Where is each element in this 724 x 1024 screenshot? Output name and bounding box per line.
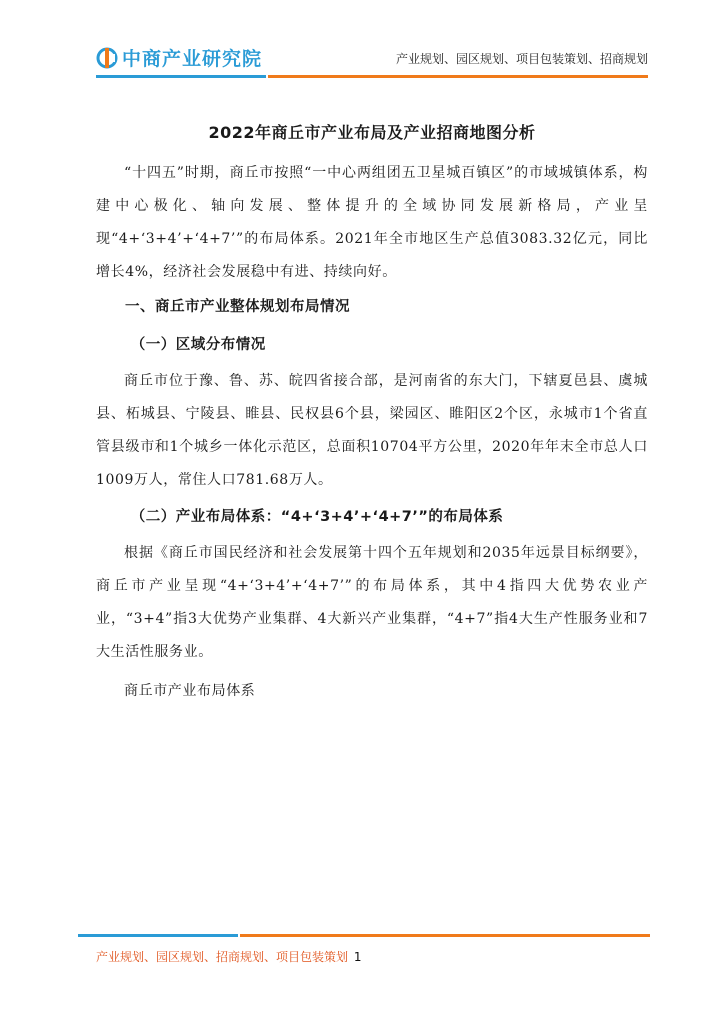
region-paragraph: 商丘市位于豫、鲁、苏、皖四省接合部，是河南省的东大门，下辖夏邑县、虞城县、柘城县、宁陵县、睢县、民权县6个县，梁园区、睢阳区2个区，永城市1个省直管县级市和1个城乡一体化示范区，总面积10704平方公里，2020年年末全市总人口1009万人，常住人口781.68万人。 xyxy=(96,373,648,488)
section-heading-1: 一、商丘市产业整体规划布局情况 xyxy=(125,299,350,315)
logo-text: 中商产业研究院 xyxy=(122,48,263,70)
subsection-heading-1: （一）区域分布情况 xyxy=(130,337,266,353)
page-header xyxy=(0,0,724,90)
header-divider-orange xyxy=(268,75,648,78)
footer-divider-orange xyxy=(240,934,650,937)
document-body xyxy=(96,120,648,708)
subsection-heading-2: （二）产业布局体系：“4+‘3+4’+‘4+7’”的布局体系 xyxy=(130,509,504,525)
industry-paragraph: 根据《商丘市国民经济和社会发展第十四个五年规划和2035年远景目标纲要》，商丘市产业呈现“4+‘3+4’+‘4+7’”的布局体系，其中4指四大优势农业产业，“3+4”指3大优势产业集群、4大新兴产业集群，“4+7”指4大生产性服务业和7大生活性服务业。 xyxy=(96,545,648,660)
intro-paragraph: “十四五”时期，商丘市按照“一中心两组团五卫星城百镇区”的市域城镇体系，构建中心极化、轴向发展、整体提升的全域协同发展新格局，产业呈现“4+‘3+4’+‘4+7’”的布局体系。2021年全市地区生产总值3083.32亿元，同比增长4%，经济社会发展稳中有进、持续向好。 xyxy=(96,165,648,280)
footer-divider-blue xyxy=(78,934,238,937)
page-footer xyxy=(96,948,361,965)
header-divider-blue xyxy=(96,75,266,78)
header-tagline: 产业规划、园区规划、项目包装策划、招商规划 xyxy=(395,52,648,66)
footer-tagline: 产业规划、园区规划、招商规划、项目包装策划 xyxy=(96,950,349,964)
logo-mark-icon xyxy=(96,47,118,69)
page-number: 1 xyxy=(353,950,362,964)
document-title: 2022年商丘市产业布局及产业招商地图分析 xyxy=(208,123,536,142)
company-logo xyxy=(96,44,262,71)
figure-caption: 商丘市产业布局体系 xyxy=(124,683,256,699)
